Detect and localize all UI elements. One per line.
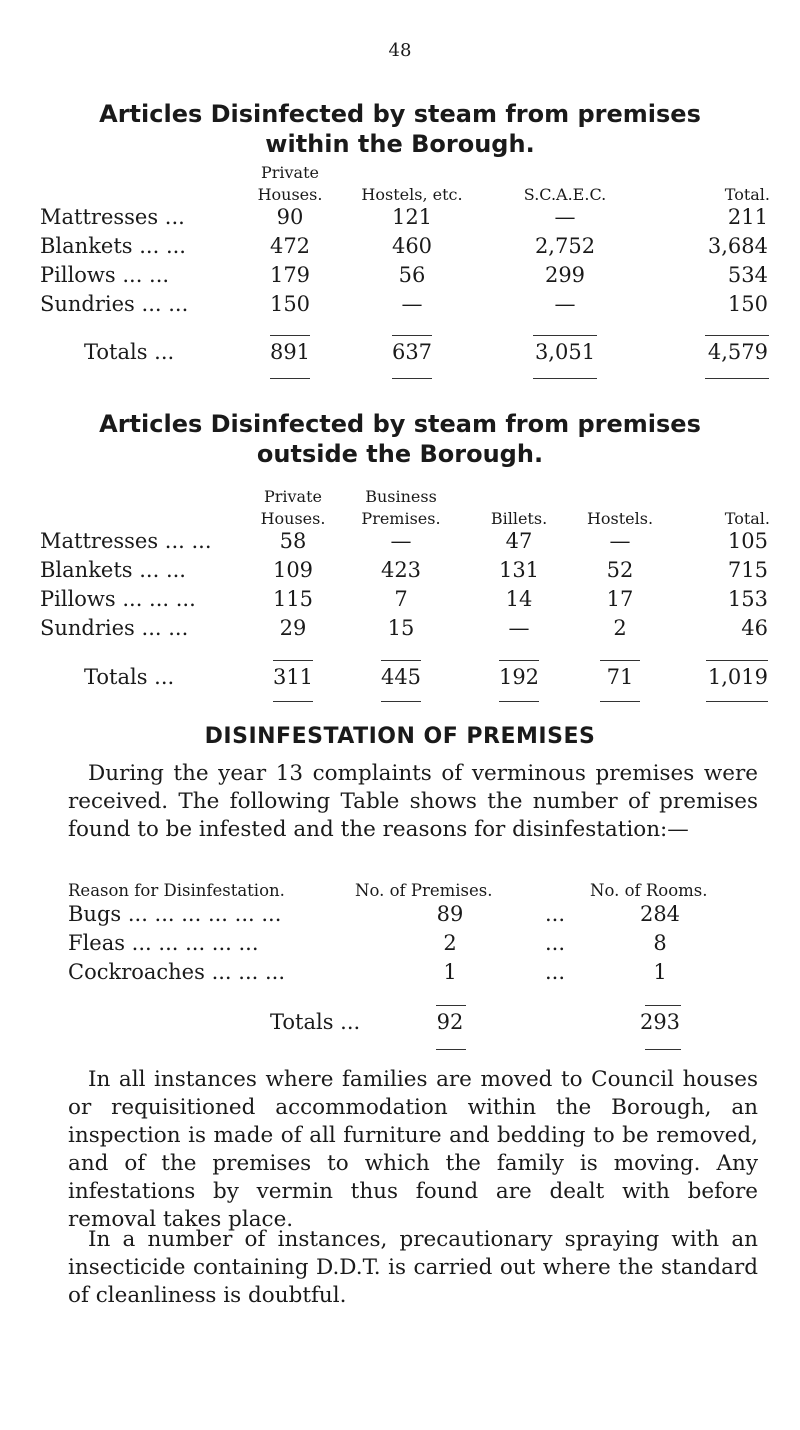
table2-col-business-line2: Premises. [361,509,441,528]
cell-total: 46 [741,616,768,640]
intro-paragraph: During the year 13 complaints of verminous premises were received. The following Table shows the number of premises found to be infested and the reasons for disinfestation:— [68,761,758,842]
table3-col-rooms: No. of Rooms. [590,881,708,900]
cell-private: 472 [269,234,311,258]
table2-title-line1: Articles Disinfected by steam from premises [99,410,701,438]
table2-col-total: Total. [724,509,770,528]
cell-hostels: 56 [398,263,426,287]
paragraph-inspection: In all instances where families are moved to Council houses or requisitioned accommodation within the Borough, an inspection is made of all furniture and bedding to be removed, and of the premises to which the family is moving. Any infestations by vermin thus found are dealt with before removal takes place. [68,1067,758,1232]
rule [436,1005,466,1006]
rule [392,378,432,379]
rule [499,701,539,702]
cell-business: 423 [380,558,422,582]
cell-billets: — [508,616,530,640]
rule [270,335,310,336]
rule [273,701,313,702]
cell-total: 534 [727,263,768,287]
cell-private: 90 [276,205,304,229]
rule [436,1049,466,1050]
cell-billets: 131 [498,558,540,582]
cell-total: 211 [727,205,768,229]
row-label: Sundries ... ... [40,292,189,316]
cell-business: 445 [380,665,422,689]
table2-col-business-line1: Business [365,487,437,506]
row-label: Mattresses ... ... [40,529,212,553]
table1-col-private [255,162,325,206]
cell-rooms: 1 [653,960,667,984]
totals-label: Totals ... [84,665,175,689]
cell-premises: 92 [436,1010,464,1034]
cell-premises: 2 [443,931,457,955]
table2-col-business [356,486,446,530]
rule [499,660,539,661]
row-label: Cockroaches ... ... ... [68,960,285,984]
rule [533,378,597,379]
paragraph-spraying: In a number of instances, precautionary spraying with an insecticide containing D.D.T. is carried out where the standard of cleanliness is doubtful. [68,1227,758,1308]
cell-billets: 47 [505,529,533,553]
rule [705,335,769,336]
cell-private: 29 [279,616,307,640]
rule [392,335,432,336]
cell-billets: 192 [498,665,540,689]
rule [706,701,768,702]
row-label: Sundries ... ... [40,616,189,640]
rule [270,378,310,379]
cell-hostels: 52 [606,558,634,582]
cell-premises: 1 [443,960,457,984]
table2-col-billets: Billets. [490,509,548,528]
cell-scaec: 3,051 [534,340,596,364]
table2-col-private [258,486,328,530]
cell-hostels: 2 [613,616,627,640]
cell-business: 15 [387,616,415,640]
row-label: Mattresses ... [40,205,185,229]
table1-col-private-line2: Houses. [257,185,323,204]
cell-billets: 14 [505,587,533,611]
table2-col-private-line1: Private [263,487,322,506]
table1-title-line2: within the Borough. [265,130,535,158]
totals-label: Totals ... [84,340,175,364]
row-label: Fleas ... ... ... ... ... [68,931,259,955]
rule [705,378,769,379]
rule [645,1049,681,1050]
cell-premises: 89 [436,902,464,926]
rule [600,660,640,661]
cell-scaec: 299 [544,263,586,287]
rule [706,660,768,661]
row-label: Pillows ... ... [40,263,170,287]
cell-hostels: 71 [606,665,634,689]
cell-business: 7 [394,587,408,611]
cell-total: 150 [727,292,768,316]
rule [381,660,421,661]
cell-total: 153 [727,587,768,611]
cell-private: 58 [279,529,307,553]
cell-rooms: 8 [653,931,667,955]
table1-col-hostels: Hostels, etc. [361,185,463,204]
cell-hostels: 637 [391,340,433,364]
cell-private: 115 [272,587,314,611]
row-label: Pillows ... ... ... [40,587,196,611]
rule [533,335,597,336]
table2-col-hostels: Hostels. [586,509,654,528]
table3-col-reason: Reason for Disinfestation. [68,881,285,900]
cell-hostels: 460 [391,234,433,258]
page-number: 48 [388,40,412,61]
cell-hostels: — [609,529,631,553]
table1-col-total: Total. [724,185,770,204]
rule [273,660,313,661]
table3-col-premises: No. of Premises. [355,881,493,900]
cell-scaec: — [554,292,576,316]
table1-title-line1: Articles Disinfected by steam from premises [99,100,701,128]
cell-rooms: 284 [639,902,681,926]
cell-private: 891 [269,340,311,364]
row-label: Blankets ... ... [40,234,186,258]
table2-col-private-line2: Houses. [260,509,326,528]
cell-private: 109 [272,558,314,582]
cell-total: 715 [727,558,768,582]
table1-col-private-line1: Private [260,163,319,182]
cell-business: — [390,529,412,553]
cell-private: 179 [269,263,311,287]
row-label: Bugs ... ... ... ... ... ... [68,902,282,926]
section-title: DISINFESTATION OF PREMISES [204,724,596,749]
cell-scaec: — [554,205,576,229]
cell-total: 1,019 [707,665,768,689]
rule [381,701,421,702]
cell-hostels: — [401,292,423,316]
cell-dots: ... [544,902,566,926]
totals-label: Totals ... [270,1010,361,1034]
rule [600,701,640,702]
cell-private: 311 [272,665,314,689]
table2-title-line2: outside the Borough. [256,440,544,468]
cell-total: 4,579 [707,340,768,364]
cell-dots: ... [544,960,566,984]
cell-rooms: 293 [639,1010,681,1034]
rule [645,1005,681,1006]
cell-private: 150 [269,292,311,316]
cell-scaec: 2,752 [534,234,596,258]
cell-total: 3,684 [707,234,768,258]
cell-hostels: 121 [391,205,433,229]
table1-col-scaec: S.C.A.E.C. [523,185,607,204]
cell-total: 105 [727,529,768,553]
row-label: Blankets ... ... [40,558,186,582]
cell-dots: ... [544,931,566,955]
cell-hostels: 17 [606,587,634,611]
